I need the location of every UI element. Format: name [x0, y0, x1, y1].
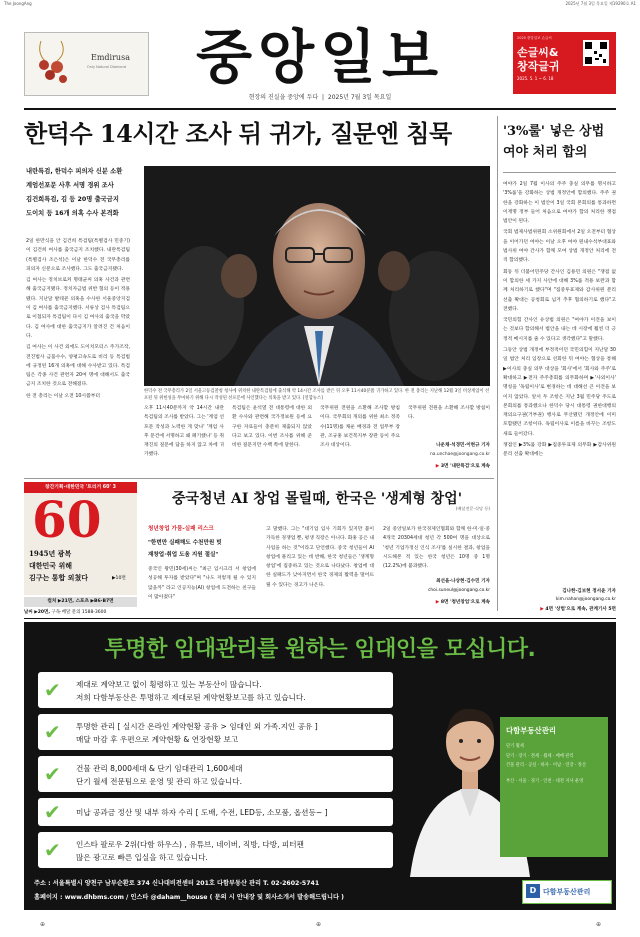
bottom-ad-item-line1: 미납 공과금 정산 및 내부 하자 수리 [ 도배, 수전, LED등, 소모품, 옵션등~ ]: [76, 808, 328, 817]
check-icon: ✔: [44, 800, 61, 824]
bottom-ad-item: [38, 798, 393, 826]
side-paragraph: 쟁점인 ▶3%룰 강화 ▶집중투표제 의무화 ▶감사위원 분리 선출 확대에는: [503, 443, 616, 458]
lead-paragraph: 한 전 총리는 이날 오전 10시쯤부터: [26, 393, 100, 399]
top-brand: The JoongAng: [4, 1, 32, 6]
lead-column-2: 특검팀은 윤석열 전 대통령에 대한 외환 수사와 관련해 국가정보원 등에 요구한 자료들이 충분히 제출되지 않았다고 보고 있다. 이번 조사를 위해 준비한 질문지만 수백 쪽에 달한다.: [232, 406, 312, 449]
bottom-ad-item-line1: 투명한 관리 [ 실시간 온라인 계약현황 공유 > 임대인 외 가족.지인 공유 ]: [76, 722, 318, 731]
bottom-ad-item-line2: 많은 광고로 빠른 입실을 하고 있습니다.: [76, 853, 208, 862]
feature-page: [112, 575, 126, 581]
bottom-ad-card-line: 부산 · 서울 · 경기 · 인천 · 대전 지사 운영: [506, 779, 584, 784]
lead-column-1: 오후 11시40분까지 약 14시간 내란 특검팀의 조사를 받았다. 그는 '계엄 선포문 작성과 노력한 게 맞나' '계엄 사후 문건에 서명하고 왜 폐기했나' 등 취재진의 질문에 답을 하지 않고 차에 귀가했다.: [144, 406, 224, 458]
side-jump[interactable]: [503, 606, 616, 612]
ad-top-rule: [24, 618, 616, 619]
side-body: [503, 180, 616, 586]
column-divider: [497, 116, 498, 611]
lead-photo-figure: [144, 166, 490, 386]
lead-jump-text: 3면 '내란특검'으로 계속: [440, 464, 490, 469]
lead-byline: 나운채·석경민·이현규 기자: [436, 443, 490, 448]
bottom-ad-item: [38, 672, 393, 708]
ad-right-title1: 손글씨&: [517, 46, 559, 59]
feature-line-1: 1945년 광복: [29, 549, 72, 558]
ad-left-brand: Emdirusa: [91, 53, 130, 62]
lead-paragraph: 김 여사는 이 사건 외에도 도이치모터스 주가조작, 전진법사 금품수수, 양평고속도로 비리 등 특검법에 규정된 16개 의혹에 대해 수사받고 있다. 특검팀은 각종 사건 관련자 20여 명에 대해서도 출국금지 조치한 것으로 전해졌다.: [26, 345, 130, 388]
masthead-date: 2025년 7월 3일 목요일: [327, 94, 392, 101]
bottom-ad-item-line2: 매달 마감 후 우편으로 계약현황 & 연장현황 보고: [76, 735, 239, 744]
jump-arrow-icon: ▶: [112, 576, 116, 581]
second-email[interactable]: choi.suneul@joongang.co.kr: [427, 588, 490, 593]
bottom-ad-card-title: 다함부동산관리: [506, 726, 556, 735]
feature-line-2: 대한민국 위해: [29, 561, 73, 570]
bottom-ad-item-line1: 제대로 계약보고 없이 횡령하고 있는 부동산이 많습니다.: [76, 680, 262, 689]
bottom-ad-logo-text: 다함부동산관리: [543, 888, 591, 896]
second-column-3: 2일 중앙일보가 한국경제인협회와 함께 한·미·일·중 4개국 20304세대 청년 각 500여 명을 대상으로 '청년 기업가정신 인식 조사'를 실시한 결과, 창업을 시도해본 적 있는 한국 청년은 10명 중 1명(12.2%)에 불과했다.: [383, 527, 490, 570]
bottom-ad-item: [38, 714, 393, 750]
lead-decks: [26, 165, 136, 221]
register-mark: ⊕: [316, 921, 322, 928]
masthead-title: 중앙일보: [195, 23, 445, 91]
bottom-ad-card-line: 단기 · 장기 · 전세 · 월세 · 매매 관리: [506, 754, 574, 759]
feature-line-3: 김구는 통합 외쳤다: [29, 573, 88, 582]
check-icon: ✔: [44, 720, 61, 744]
side-byline: 김나한·김보현 정서윤 기자: [562, 589, 616, 594]
side-jump-text: 4면 '상법'으로 계속, 관계기사 5면: [545, 607, 616, 612]
second-sub: (배달전문·식당 등): [455, 506, 490, 511]
second-byline: 최선을·나상현·김수민 기자: [436, 579, 490, 584]
lead-column-3: 국무위원 전원을 소환해 조사할 방침이다. 국무회의 개의를 위한 최소 정족수(11명)를 채운 배경과 전 업무부 장관, 조규홍 보건복지부 장관 등이 주요 조사 대상이다.: [320, 406, 400, 449]
ad-right-badge: 2025 중앙일보 손글씨: [517, 36, 552, 40]
side-paragraph: 국민의힘 간사인 유상범 의원은 "여야가 이견을 보이는 것보다 합의해서 법안을 내는 데 시장에 훨씬 더 긍정적 메시지를 줄 수 있다고 생각했다"고 말했다.: [503, 318, 616, 342]
side-rule: [503, 172, 616, 173]
masthead-rule: [24, 108, 616, 110]
bottom-ad[interactable]: [24, 622, 616, 910]
masthead-motto: 현장의 진실을 중앙에 두다: [248, 94, 319, 101]
register-mark: ⊕: [596, 921, 602, 928]
weather-line: [24, 609, 137, 615]
lead-body: [26, 237, 130, 477]
bottom-ad-homepage[interactable]: 홈페이지 : www.dhbms.com / 인스타 @daham__house ( 문의 시 안내장 및 회사소개서 발송해드립니다 ): [34, 894, 344, 901]
check-icon: ✔: [44, 838, 61, 862]
lead-photo-caption: 한덕수 전 국무총리가 2일 서울고등검찰청 청사에 위치한 내란특검팀에 출석해 약 14시간 조사를 받은 뒤 오후 11시40분쯤 귀가하고 있다. 한 전 총리는 지난해 12월 3일 비상계엄이 선포된 뒤 위헌성을 무마하기 위해 다시 작성된 선포문에 사인했다는 의혹을 받고 있다. [연합뉴스]: [144, 389, 490, 401]
lead-deck-4: 도이치 등 16개 의혹 수사 본격화: [26, 210, 119, 217]
second-deck-1: "한번만 실패해도 수천만원 빚: [148, 540, 222, 546]
check-icon: ✔: [44, 678, 61, 702]
bottom-ad-card: [500, 717, 608, 857]
second-section: 청년창업 가뭄-실패 리스크: [148, 526, 214, 532]
lead-jump[interactable]: [408, 463, 490, 469]
section-rule: [24, 478, 494, 479]
second-jump-text: 8면 '청년창업'으로 계속: [440, 600, 490, 605]
side-email[interactable]: kim.nahan@joongang.co.kr: [555, 597, 616, 602]
ad-right-title2: 창작글귀: [517, 60, 560, 73]
weather-text: 날씨 ▶20면,: [24, 610, 51, 615]
bottom-ad-item: [38, 756, 393, 792]
ad-left-tagline: Only Natural Diamond: [87, 65, 126, 69]
side-paragraph: 그동안 상법 개정에 부정적이던 국민의힘이 지난달 30일 법안 처리 입장으로 선회한 뒤 여야는 협상을 통해 ▶이사의 충실 의무 대상을 '회사'에서 '회사와 주주'로 확대하고 ▶전자 주주총회를 의무화하며 ▶'사외이사' 명칭을 '독립이사'로 변경하는 데 대해선 큰 이견을 보이지 않았다. 앞서 두 조항은 지난 3월 민주당 주도로 본회의를 통과했으나 한덕수 당시 대통령 권한대행의 재의요구권(거부권) 행사로 무산됐던 개정안에 이미 포함됐던 조항이다. 독립이사로 이름을 바꾸는 조항도 새로 들어갔다.: [503, 348, 616, 437]
lead-column-4: 국무위원 전원을 소환해 조사할 방침이다.: [408, 406, 490, 421]
feature-page-text: 10면: [115, 576, 126, 581]
top-date-line: 2025년 7월 3일 목요일 제19290호 A1: [565, 1, 636, 6]
feature-box[interactable]: [24, 482, 137, 595]
register-mark: ⊕: [40, 921, 46, 928]
lead-photo[interactable]: [144, 166, 490, 386]
side-paragraph: 회동 뒤 더불어민주당 간사인 김용민 의원은 "쟁점 없이 합의한 세 가지 사안에 대해 3%룰 적용 보완과 함께 처리하기로 했다"며 "집중투표제와 감사위원 분리선출 확대는 공청회로 넘겨 추후 협의하기로 했다"고 전했다.: [503, 269, 616, 312]
lead-deck-2: 계엄선포문 사후 서명 경위 조사: [26, 182, 114, 189]
subscribe-text: 구독·배달 문의 1588-3600: [51, 610, 107, 615]
bottom-ad-address: 주소 : 서울특별시 양천구 남부순환로 374 신나대비전센터 201호 다함부동산 관리 T. 02-2602-5741: [34, 880, 320, 887]
second-headline[interactable]: 중국청년 AI 창업 몰릴때, 한국은 '생계형 창업': [171, 491, 462, 507]
bottom-ad-item-line2: 저희 다함부동산은 투명하고 제대로된 계약현황보고를 하고 있습니다.: [76, 693, 306, 702]
bottom-ad-headline: 투명한 임대관리를 원하는 임대인을 모십니다.: [104, 637, 536, 662]
feature-number: 60: [32, 490, 102, 549]
bottom-ad-logo: [522, 880, 612, 904]
bottom-ad-item-line1: 건물 관리 8,000세대 & 단기 임대관리 1,600세대: [76, 764, 243, 773]
lead-headline[interactable]: 한덕수 14시간 조사 뒤 귀가, 질문엔 침묵: [24, 119, 452, 148]
second-jump[interactable]: [383, 599, 490, 605]
bottom-ad-item-line1: 인스타 팔로우 2위(다함 하우스) , 유튜브, 네이버, 직방, 다방, 피터팬: [76, 840, 304, 849]
check-icon: ✔: [44, 762, 61, 786]
second-deck-2: 재창업·취업 도움 지원 절실": [148, 552, 219, 558]
side-paragraph: 여야가 2일 7월 이사의 주주 충실 의무를 명시하고 '3%룰'을 강화하는 상법 개정안에 합의했다. 주주 권한을 강화하는 이 법안이 3일 국회 본회의를 통과하면 이재명 정부 들어 처음으로 여야가 합의 처리한 쟁점 법안이 된다.: [503, 182, 616, 225]
lead-email[interactable]: na.unchae@joongang.co.kr: [430, 452, 490, 457]
side-kicker[interactable]: '3%룰' 넣은 상법: [503, 124, 605, 139]
side-headline[interactable]: 여야 처리 합의: [503, 145, 588, 160]
feature-header: 창간기획-대한민국 '트리거 60' 3: [24, 482, 137, 493]
bottom-ad-item-line2: 단기 월세 전문팀으로 운영 및 관리 하고 있습니다.: [76, 777, 243, 786]
ad-right-box[interactable]: [513, 32, 616, 94]
logo-mark-icon: D: [526, 884, 540, 898]
jump-arrow-icon: ▶: [435, 464, 440, 469]
sections-bar[interactable]: 컬처 ▶21면, 스포츠 ▶B6·B7면: [24, 597, 137, 607]
jump-arrow-icon: ▶: [540, 607, 544, 612]
second-column-2: 고 말했다. 그는 "대기업 입사 기회가 있지만 불이 가득한 경쟁업 뿐, 평생 직장은 아니다. 화홍 공은 내 사업을 하는 것"이라고 단언했다. 중국 청년들이 AI 창업에 몰리고 있는 데 반해, 한국 청년들은 '생계형 창업'에 집중하고 있는 것으로 나타났다. 창업에 대한 실패도가 낮아지면서 한국 경제의 활력을 떨어뜨릴 수 있다는 경고가 나온다.: [266, 527, 374, 588]
bottom-ad-card-line: 건물 관리 · 공실 · 하자 · 미납 · 연장 · 정산: [506, 763, 586, 768]
lead-deck-1: 내란특검, 한덕수 피의자 신분 소환: [26, 168, 123, 175]
qr-code-icon: [583, 40, 609, 66]
bottom-ad-item: [38, 832, 393, 868]
lead-deck-3: 김건희특검, 김 등 20명 출국금지: [26, 196, 119, 203]
masthead-separator: |: [320, 94, 326, 101]
bottom-ad-card-line: 단기 월세: [506, 744, 524, 749]
side-paragraph: 국회 법제사법위원회 소위원회에서 2일 오전부터 협상을 이어가던 여야는 이날 오후 여야 원내수석부대표와 법사위 여야 간사가 함께 모여 상법 개정안 처리에 전격 합의했다.: [503, 230, 616, 264]
ad-right-dates: 2025. 5. 1 ~ 6. 18: [517, 76, 554, 81]
lead-paragraph: 2일 한만식을 안 김건희 특검팀(특별검사 민중기)이 김건희 여사를 출국금지 조치했다. 내란특검팀(특별검사 조은석)은 이날 한덕수 전 국무총리를 피의자 신분으로 조사했다. 그도 출국금지됐다.: [26, 239, 130, 272]
lead-paragraph: 김 여사는 정치브로커 명태균씨 의혹 사건과 관련해 출국금지됐다. 정치자금법 위반 혐의 등이 적용됐다. 지난달 발테굔 의혹을 수사한 서울중앙지검이 김 여사를 출국금지했다. 서류상 검사 특검팀으로 이첩되자 특검팀이 다시 김 여사의 출국을 막았다. 김 여사에 대한 출국금지가 알려진 건 처음이다.: [26, 278, 130, 339]
second-column-1: 중국인 왕민(30세)씨는 "최근 입시크리 서 창업에 성공해 투자를 받았다"며 "나도 저렇게 될 수 있지 않을까" 라고 인공지능(AI) 창업에 도전하는 친구들이 많아졌다": [148, 567, 256, 600]
jump-arrow-icon: ▶: [435, 600, 440, 605]
